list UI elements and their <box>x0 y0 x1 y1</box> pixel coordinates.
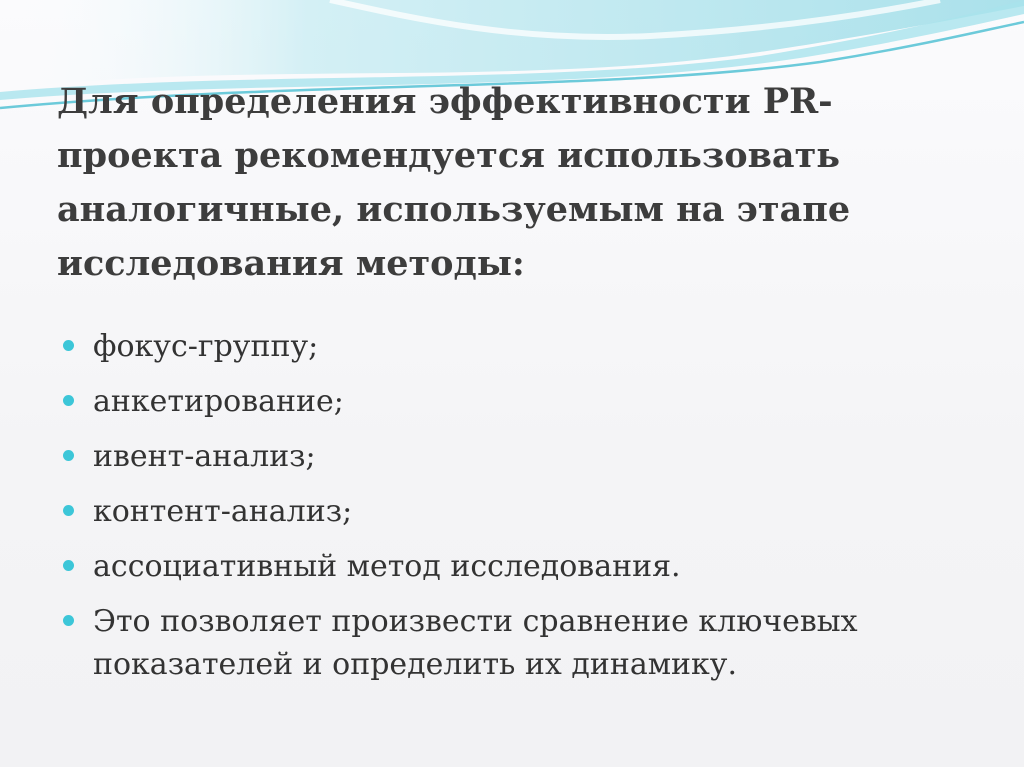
bullet-dot-icon <box>63 505 74 516</box>
bullet-dot-icon <box>63 340 74 351</box>
slide-title: Для определения эффективности PR-проекта рекомендуется использовать аналогичные, используемым на этапе исследования методы: <box>57 81 851 284</box>
bullet-item <box>63 380 963 423</box>
bullet-text: Это позволяет произвести сравнение ключевых показателей и определить их динамику. <box>93 604 858 682</box>
bullet-item <box>63 545 963 588</box>
bullet-item <box>63 490 963 533</box>
bullet-list <box>63 325 963 698</box>
bullet-dot-icon <box>63 560 74 571</box>
bullet-dot-icon <box>63 395 74 406</box>
bullet-item <box>63 600 963 686</box>
bullet-text: фокус-группу; <box>93 329 319 364</box>
bullet-dot-icon <box>63 615 74 626</box>
bullet-text: ивент-анализ; <box>93 439 316 474</box>
bullet-dot-icon <box>63 450 74 461</box>
bullet-text: контент-анализ; <box>93 494 353 529</box>
bullet-text: ассоциативный метод исследования. <box>93 549 681 584</box>
bullet-item <box>63 325 963 368</box>
bullet-text: анкетирование; <box>93 384 344 419</box>
bullet-item <box>63 435 963 478</box>
